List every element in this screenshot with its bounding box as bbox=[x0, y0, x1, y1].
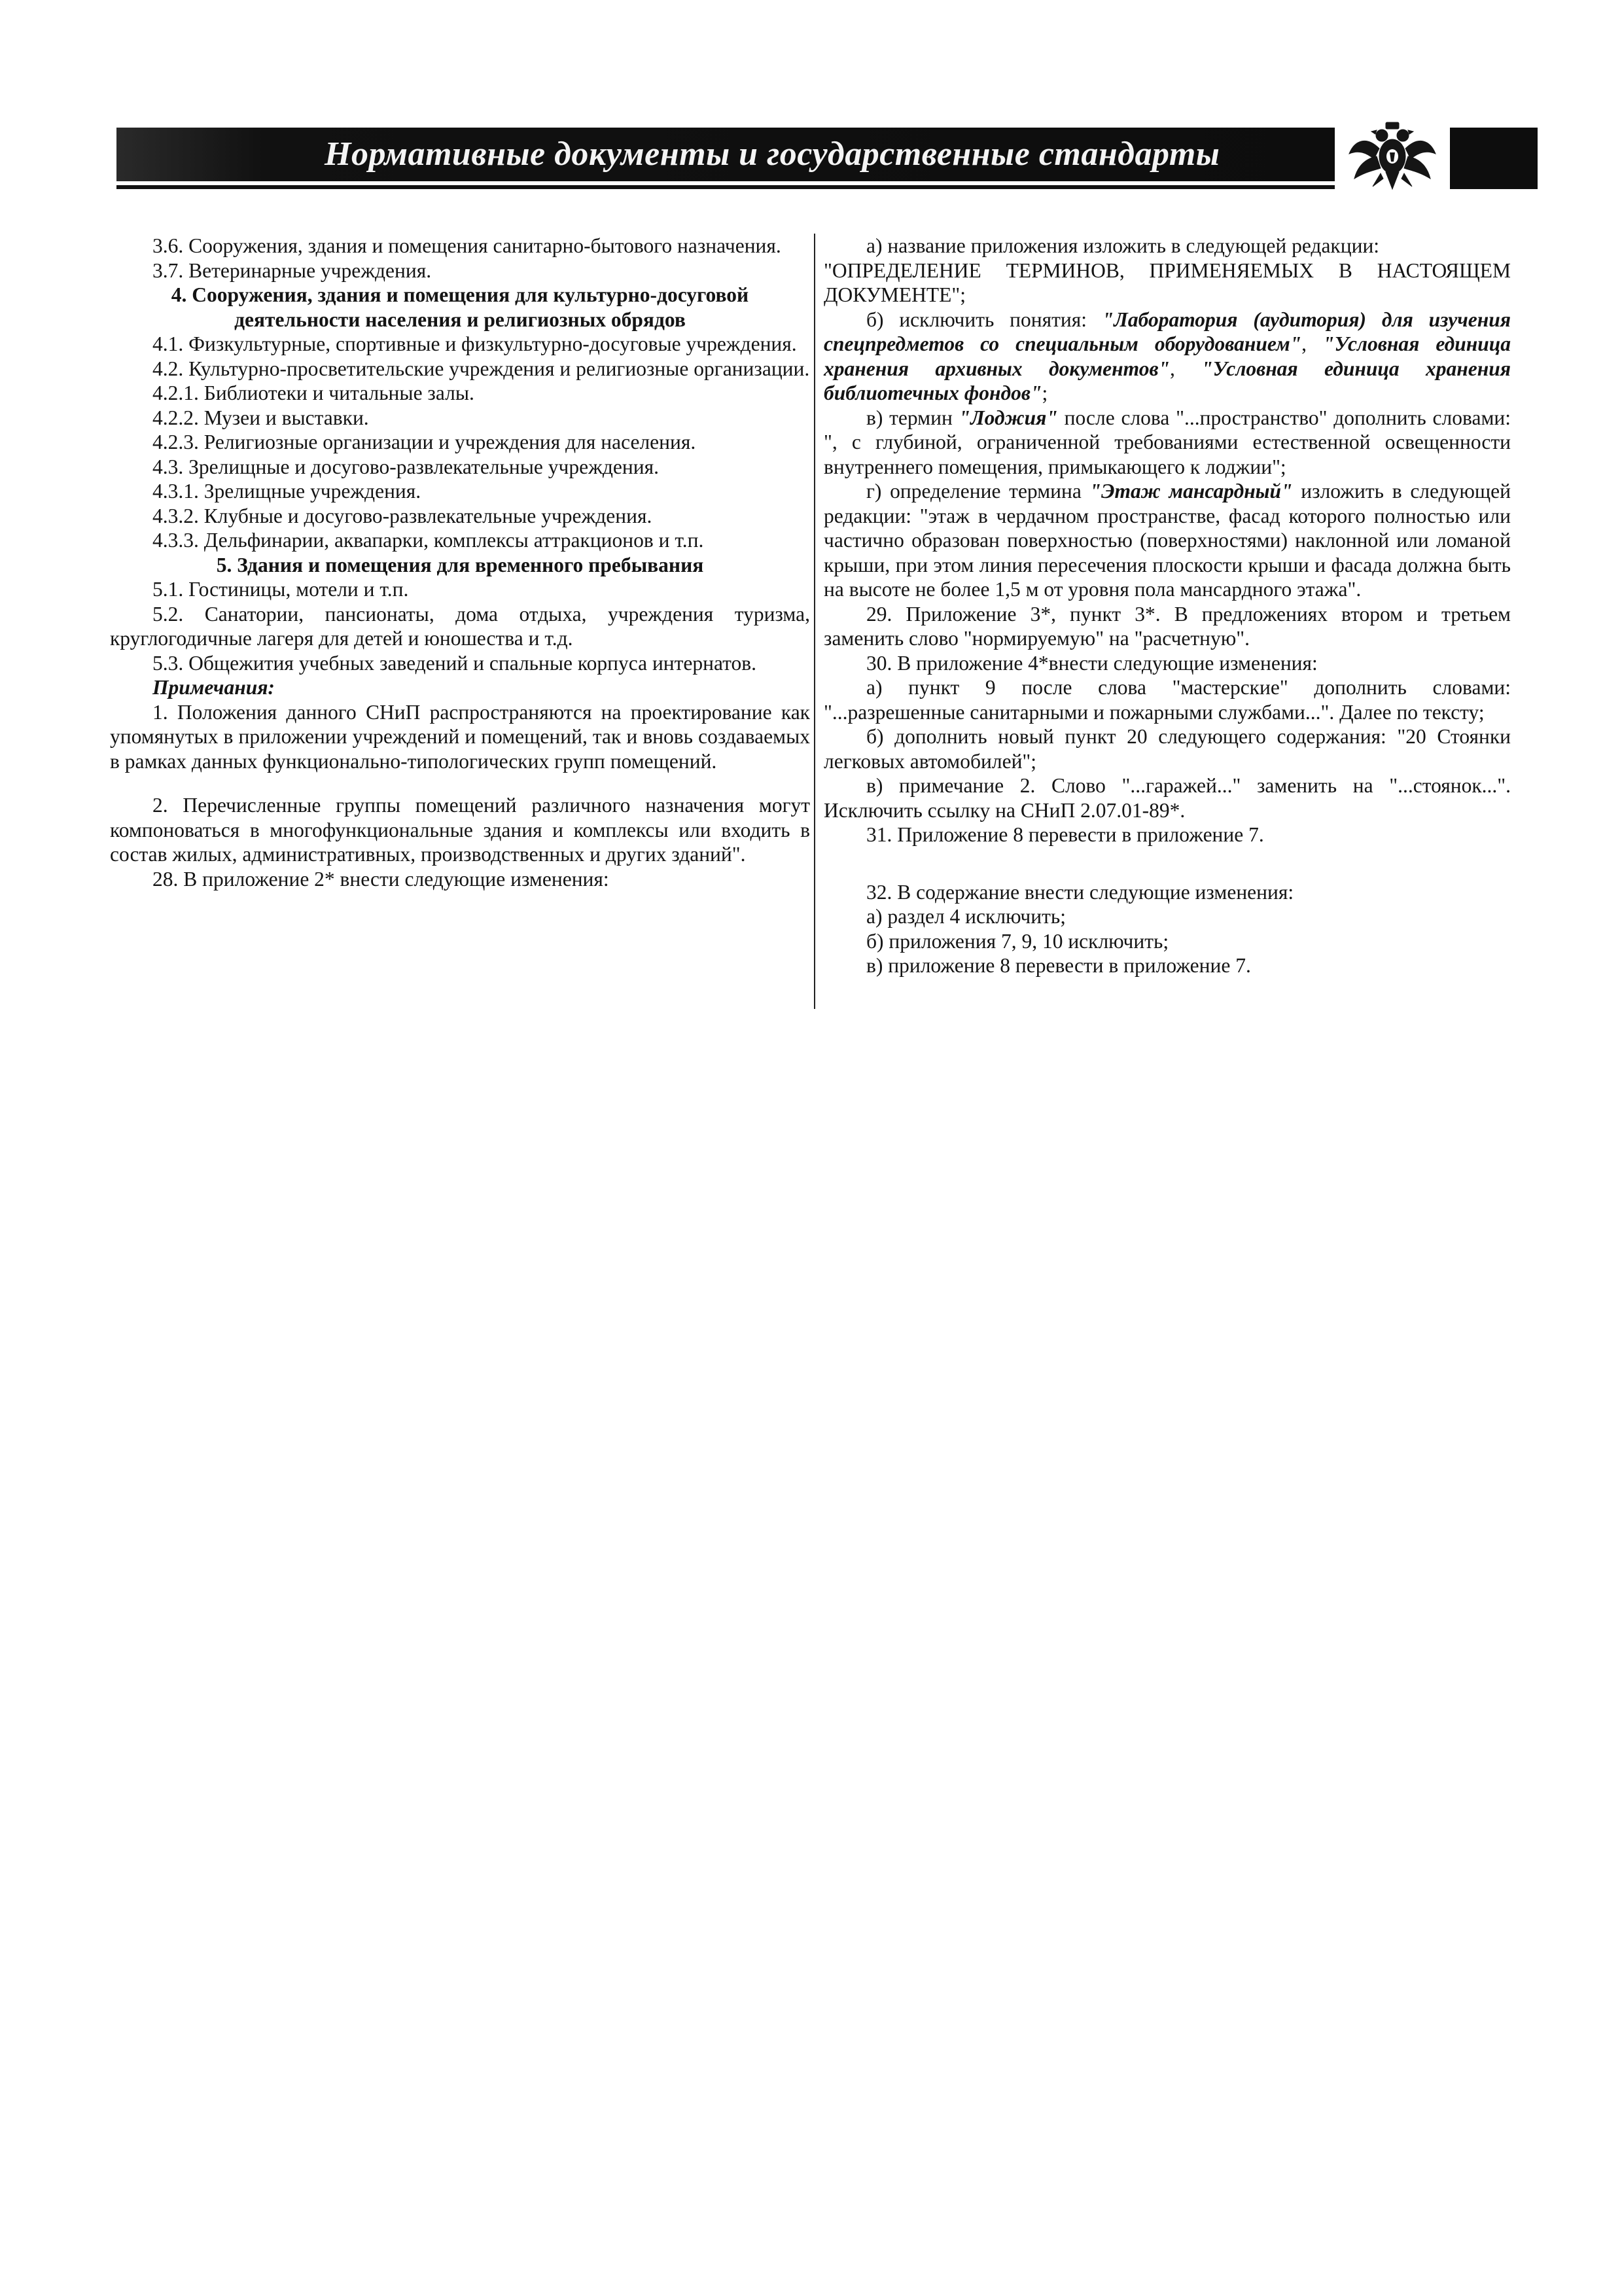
note-2: 2. Перечисленные группы помещений различного назначения могут компоноваться в многофункциональные здания и комплексы или входить в состав жилых, административных, производственных и других зданий". bbox=[110, 794, 810, 866]
header-rule bbox=[116, 185, 1335, 189]
item-g-lead: г) определение термина bbox=[866, 480, 1090, 503]
paragraph-5-3: 5.3. Общежития учебных заведений и спальные корпуса интернатов. bbox=[152, 651, 757, 675]
term-archive-unit: "Условная единица хранения архивных документов" bbox=[824, 332, 1511, 380]
item-v-rest: после слова "...пространство" дополнить словами: ", с глубиной, ограниченной требованиями естественной освещенности внутреннего помещения, примыкающего к лоджии"; bbox=[824, 406, 1511, 478]
paragraph-4-2-3: 4.2.3. Религиозные организации и учреждения для населения. bbox=[152, 431, 696, 453]
page-header bbox=[116, 128, 1538, 190]
term-attic-floor: "Этаж мансардный" bbox=[1089, 480, 1293, 503]
note-1: 1. Положения данного СНиП распространяются на проектирование как упомянутых в приложении учреждений и помещений, так и вновь создаваемых в рамках данных функционально-типологических групп помещений. bbox=[110, 700, 810, 773]
item-a-new-title: "ОПРЕДЕЛЕНИЕ ТЕРМИНОВ, ПРИМЕНЯЕМЫХ В НАСТОЯЩЕМ ДОКУМЕНТЕ"; bbox=[824, 258, 1511, 306]
paragraph-4-2-1: 4.2.1. Библиотеки и читальные залы. bbox=[152, 381, 474, 404]
paragraph-32-b: б) приложения 7, 9, 10 исключить; bbox=[866, 929, 1169, 953]
right-column bbox=[824, 234, 1511, 978]
notes-heading: Примечания: bbox=[152, 676, 275, 699]
paragraph-4-3-2: 4.3.2. Клубные и досугово-развлекательные учреждения. bbox=[152, 504, 652, 527]
paragraph-30-b: б) дополнить новый пункт 20 следующего содержания: "20 Стоянки легковых автомобилей"; bbox=[824, 725, 1511, 773]
paragraph-4-1: 4.1. Физкультурные, спортивные и физкультурно-досуговые учреждения. bbox=[152, 332, 797, 355]
paragraph-5-1: 5.1. Гостиницы, мотели и т.п. bbox=[152, 578, 409, 601]
paragraph-3-6: 3.6. Сооружения, здания и помещения санитарно-бытового назначения. bbox=[152, 234, 781, 257]
paragraph-4-2-2: 4.2.2. Музеи и выставки. bbox=[152, 406, 369, 429]
double-headed-eagle-emblem-icon bbox=[1340, 116, 1445, 194]
paragraph-4-2: 4.2. Культурно-просветительские учреждения и религиозные организации. bbox=[152, 357, 810, 380]
section-heading-4: 4. Сооружения, здания и помещения для культурно-досуговой деятельности населения и религиозных обрядов bbox=[171, 283, 749, 331]
item-g-rest: изложить в следующей редакции: "этаж в чердачном пространстве, фасад которого полностью или частично образован поверхностью (поверхностями) наклонной или ломаной крыши, при этом линия пересечения плоскости крыши и фасада должна быть на высоте не более 1,5 м от уровня пола мансардного этажа". bbox=[824, 480, 1511, 601]
item-b-end: ; bbox=[1042, 381, 1048, 404]
paragraph-4-3-1: 4.3.1. Зрелищные учреждения. bbox=[152, 480, 421, 503]
item-b bbox=[824, 308, 1511, 406]
term-loggia: "Лоджия" bbox=[959, 406, 1058, 429]
paragraph-28: 28. В приложение 2* внести следующие изменения: bbox=[152, 867, 609, 891]
header-block bbox=[1450, 128, 1538, 189]
paragraph-30-a: а) пункт 9 после слова "мастерские" дополнить словами: "...разрешенные санитарными и пожарными службами...". Далее по тексту; bbox=[824, 676, 1511, 724]
item-b-separator-2: , bbox=[1170, 357, 1202, 380]
header-bar bbox=[116, 128, 1335, 181]
paragraph-32-a: а) раздел 4 исключить; bbox=[866, 905, 1066, 928]
paragraph-4-3-3: 4.3.3. Дельфинарии, аквапарки, комплексы аттракционов и т.п. bbox=[152, 529, 704, 552]
paragraph-29: 29. Приложение 3*, пункт 3*. В предложениях втором и третьем заменить слово "нормируемую" на "расчетную". bbox=[824, 602, 1511, 650]
column-divider bbox=[814, 234, 815, 1009]
paragraph-32-v: в) приложение 8 перевести в приложение 7. bbox=[866, 954, 1251, 977]
item-v bbox=[824, 406, 1511, 480]
header-title: Нормативные документы и государственные стандарты bbox=[325, 135, 1220, 173]
item-b-separator-1: , bbox=[1301, 332, 1324, 355]
term-library-unit: "Условная единица хранения библиотечных фондов" bbox=[824, 357, 1511, 404]
paragraph-3-7: 3.7. Ветеринарные учреждения. bbox=[152, 258, 432, 282]
term-laboratory: "Лаборатория (аудитория) для изучения спецпредметов со специальным оборудованием" bbox=[824, 308, 1511, 355]
paragraph-30: 30. В приложение 4*внести следующие изменения: bbox=[866, 651, 1318, 675]
paragraph-5-2: 5.2. Санатории, пансионаты, дома отдыха, учреждения туризма, круглогодичные лагеря для детей и юношества и т.д. bbox=[110, 602, 810, 650]
paragraph-30-v: в) примечание 2. Слово "...гаражей..." заменить на "...стоянок...". Исключить ссылку на СНиП 2.07.01-89*. bbox=[824, 774, 1511, 822]
paragraph-32: 32. В содержание внести следующие изменения: bbox=[866, 880, 1294, 904]
section-heading-5: 5. Здания и помещения для временного пребывания bbox=[216, 553, 704, 576]
item-a-intro: а) название приложения изложить в следующей редакции: bbox=[866, 234, 1380, 257]
paragraph-4-3: 4.3. Зрелищные и досугово-развлекательные учреждения. bbox=[152, 455, 659, 478]
item-b-lead: б) исключить понятия: bbox=[866, 308, 1102, 331]
left-column bbox=[110, 234, 810, 891]
item-v-lead: в) термин bbox=[866, 406, 959, 429]
item-g bbox=[824, 479, 1511, 602]
paragraph-31: 31. Приложение 8 перевести в приложение 7. bbox=[866, 823, 1264, 846]
